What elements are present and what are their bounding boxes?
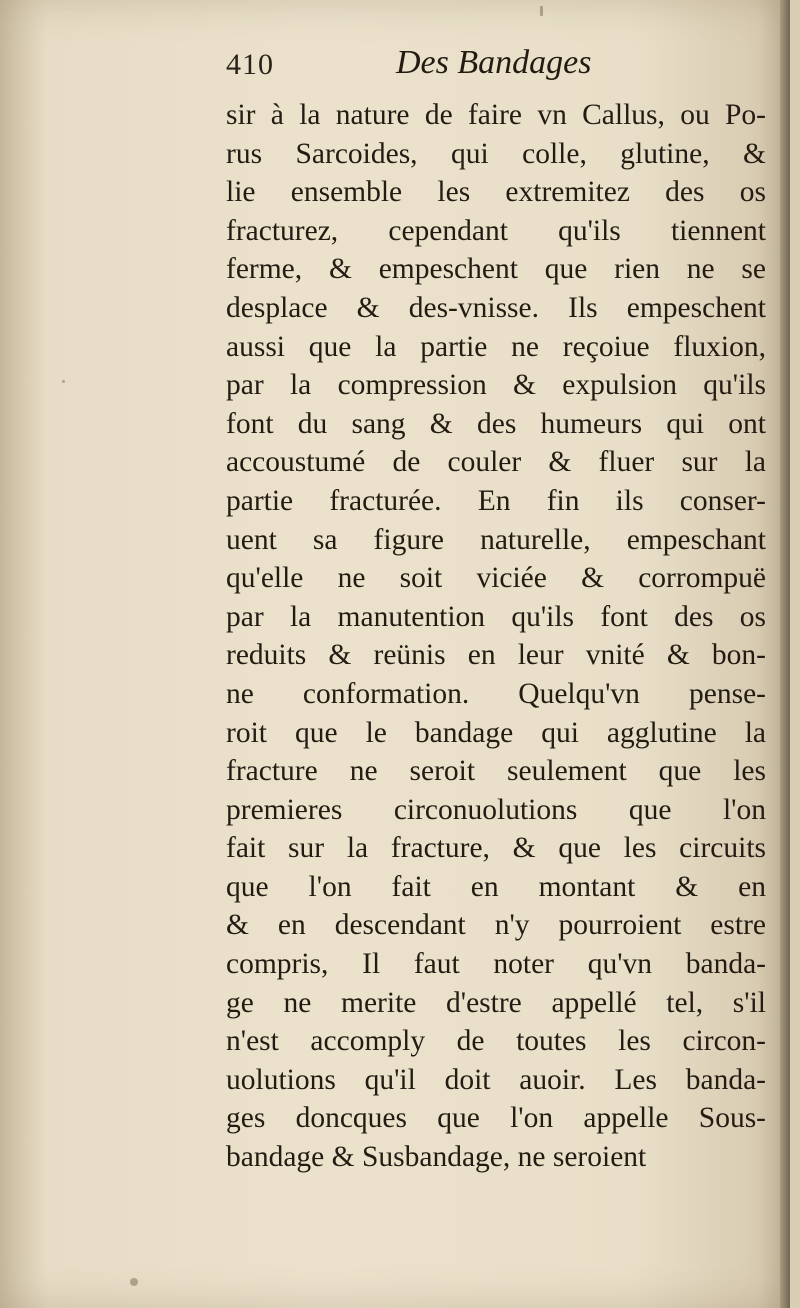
text-line: font du sang & des humeurs qui ont [226,407,766,440]
page-number: 410 [226,48,274,81]
body-text [226,96,774,1177]
text-line: fait sur la fracture, & que les circuits [226,832,766,865]
text-line: qu'elle ne soit viciée & corrompuë [226,562,766,595]
text-line: uent sa figure naturelle, empeschant [226,523,766,556]
text-line: partie fracturée. En fin ils conser- [226,484,766,517]
text-line: ges doncques que l'on appelle Sous- [226,1102,766,1135]
text-line: sir à la nature de faire vn Callus, ou Po- [226,99,766,131]
text-line: ge ne merite d'estre appellé tel, s'il [226,986,766,1019]
text-line: aussi que la partie ne reçoiue fluxion, [226,330,766,363]
text-line: accoustumé de couler & fluer sur la [226,446,766,479]
paper-speck [540,6,543,16]
text-line: ne conformation. Quelqu'vn pense- [226,677,766,710]
text-line: roit que le bandage qui agglutine la [226,716,766,749]
running-title: Des Bandages [396,44,592,81]
text-line: par la manutention qu'ils font des os [226,600,766,633]
text-line: par la compression & expulsion qu'ils [226,369,766,402]
text-line: rus Sarcoides, qui colle, glutine, & [226,137,766,170]
paper-speck [62,380,65,383]
text-line: reduits & reünis en leur vnité & bon- [226,639,766,672]
text-line: fracturez, cependant qu'ils tiennent [226,214,766,247]
text-line: bandage & Susbandage, ne seroient [226,1141,647,1174]
page-edge-shadow [780,0,790,1308]
text-line: uolutions qu'il doit auoir. Les banda- [226,1063,766,1096]
text-line: premieres circonuolutions que l'on [226,793,766,826]
text-line: compris, Il faut noter qu'vn banda- [226,948,766,981]
text-line: fracture ne seroit seulement que les [226,755,766,788]
text-line: & en descendant n'y pourroient estre [226,909,766,942]
text-line: ferme, & empeschent que rien ne se [226,253,766,286]
page-header [226,44,646,92]
text-line: lie ensemble les extremitez des os [226,176,766,209]
text-line: que l'on fait en montant & en [226,870,766,903]
text-line: desplace & des-vnisse. Ils empeschent [226,291,766,324]
paper-speck [130,1278,138,1286]
text-line: n'est accomply de toutes les circon- [226,1025,766,1058]
